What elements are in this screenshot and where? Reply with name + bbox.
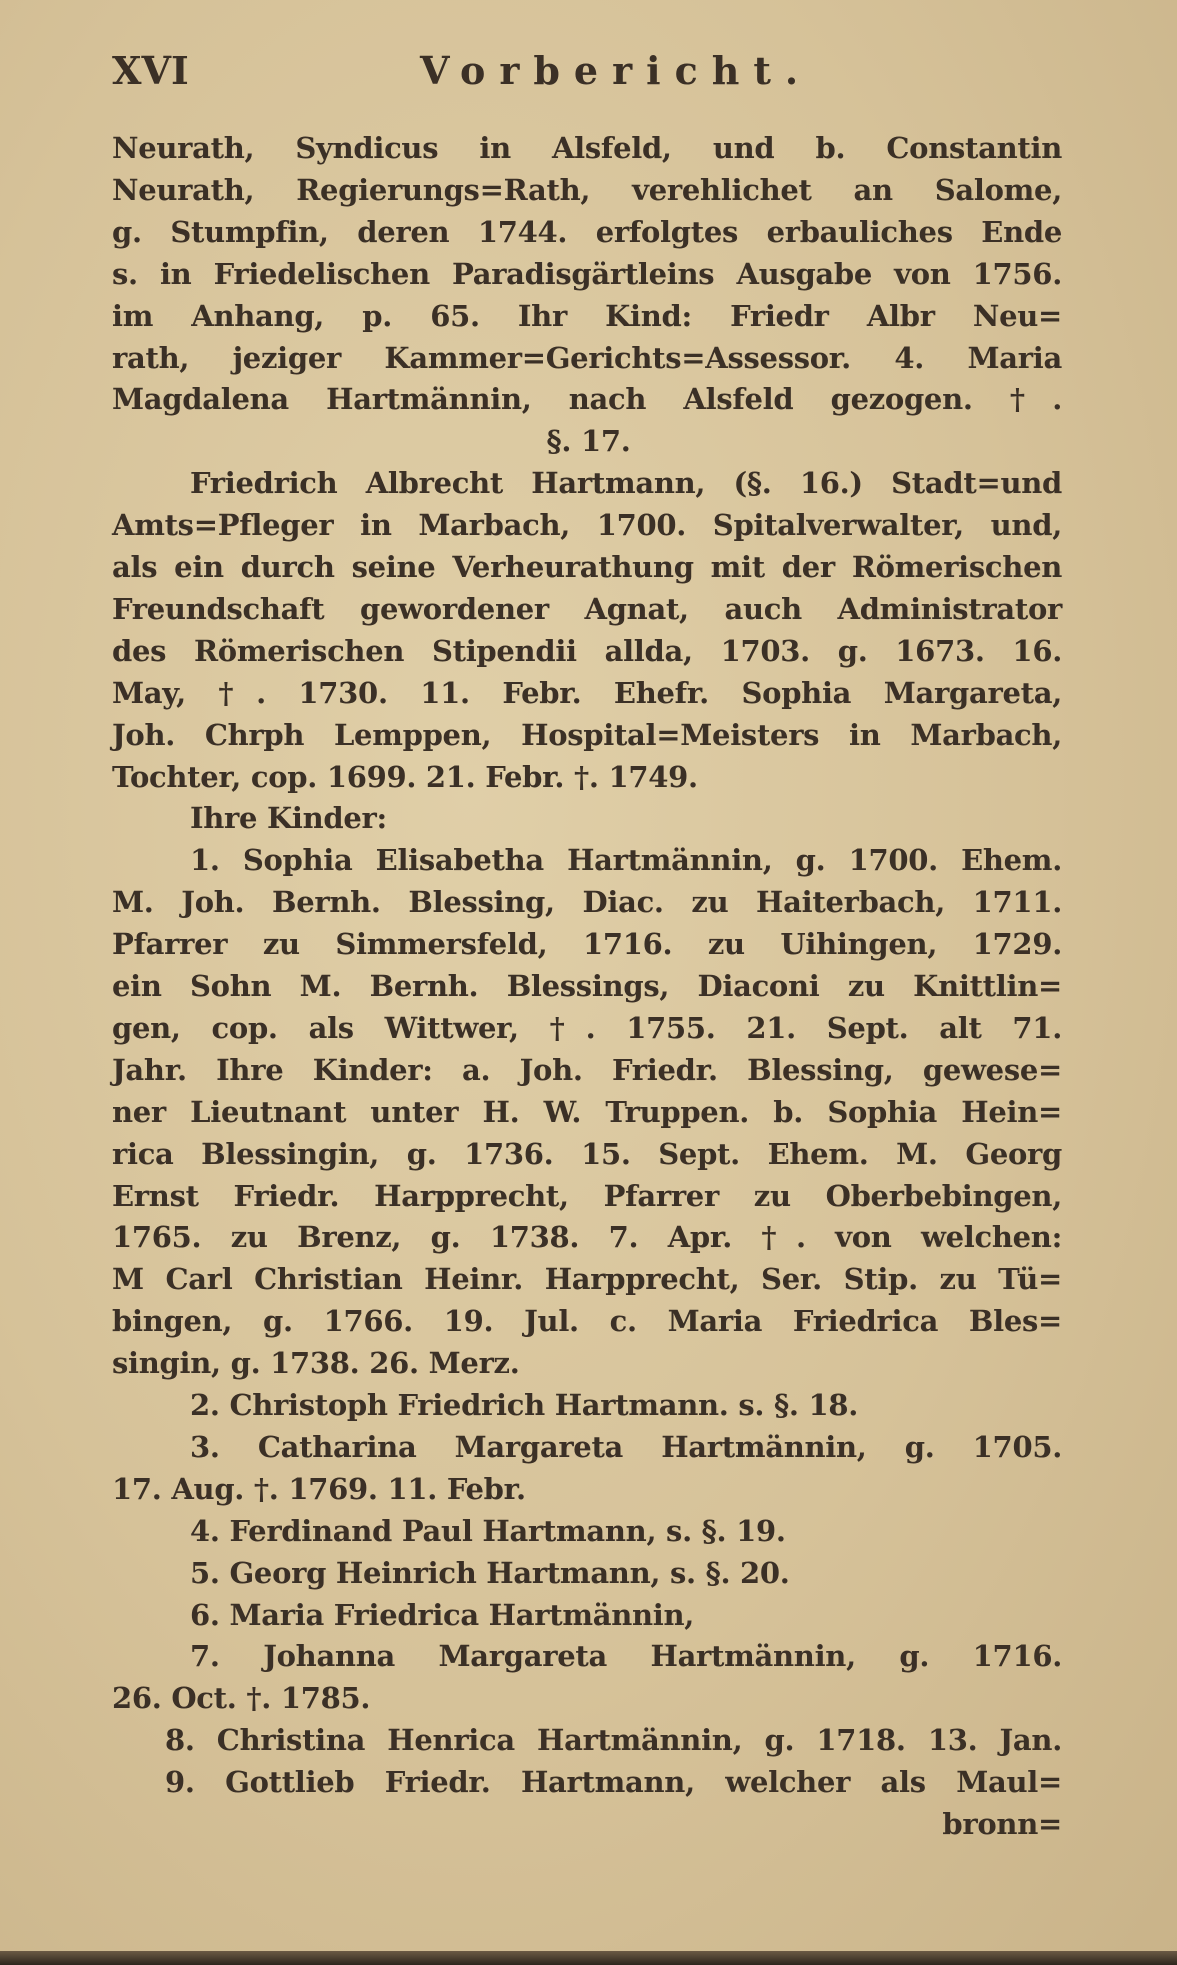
text-line: gen, cop. als Wittwer, †. 1755. 21. Sept. alt 71.: [112, 1010, 1062, 1045]
text-line: Ernst Friedr. Harpprecht, Pfarrer zu Oberbebingen,: [112, 1178, 1062, 1213]
text-line: Tochter, cop. 1699. 21. Febr. †. 1749.: [112, 759, 698, 794]
text-line: 4. Ferdinand Paul Hartmann, s. §. 19.: [190, 1513, 786, 1548]
page-edge-shadow: [0, 1951, 1177, 1965]
text-line: Pfarrer zu Simmersfeld, 1716. zu Uihingen, 1729.: [112, 927, 1062, 962]
text-line: Magdalena Hartmännin, nach Alsfeld gezogen. †.: [112, 382, 1062, 417]
text-line: s. in Friedelischen Paradisgärtleins Ausgabe von 1756.: [112, 256, 1062, 291]
text-line: ner Lieutnant unter H. W. Truppen. b. Sophia Hein=: [112, 1094, 1062, 1129]
text-line: Joh. Chrph Lemppen, Hospital=Meisters in Marbach,: [112, 717, 1062, 752]
text-line: des Römerischen Stipendii allda, 1703. g. 1673. 16.: [112, 633, 1062, 668]
text-line: Neurath, Syndicus in Alsfeld, und b. Constantin: [112, 131, 1062, 165]
text-line: 1765. zu Brenz, g. 1738. 7. Apr. †. von welchen:: [112, 1220, 1062, 1255]
text-line: 9. Gottlieb Friedr. Hartmann, welcher als Maul=: [165, 1765, 1062, 1800]
page-number: XVI: [112, 48, 189, 93]
text-line: 5. Georg Heinrich Hartmann, s. §. 20.: [190, 1555, 790, 1590]
text-line: M Carl Christian Heinr. Harpprecht, Ser. Stip. zu Tü=: [112, 1262, 1062, 1297]
running-title: Vorbericht.: [420, 48, 813, 93]
text-line: singin, g. 1738. 26. Merz.: [112, 1346, 520, 1381]
text-line: May, †. 1730. 11. Febr. Ehefr. Sophia Margareta,: [112, 675, 1062, 710]
text-line: Freundschaft gewordener Agnat, auch Administrator: [112, 591, 1062, 626]
text-line: 7. Johanna Margareta Hartmännin, g. 1716.: [190, 1639, 1062, 1674]
text-line: als ein durch seine Verheurathung mit der Römerischen: [112, 550, 1062, 584]
text-line: ein Sohn M. Bernh. Blessings, Diaconi zu Knittlin=: [112, 969, 1062, 1003]
text-line: Amts=Pfleger in Marbach, 1700. Spitalverwalter, und,: [112, 508, 1062, 543]
text-line: Friedrich Albrecht Hartmann, (§. 16.) Stadt=und: [190, 466, 1062, 501]
section-heading: §. 17.: [546, 424, 631, 459]
text-line: 2. Christoph Friedrich Hartmann. s. §. 18.: [190, 1388, 859, 1422]
text-line: 17. Aug. †. 1769. 11. Febr.: [112, 1471, 526, 1506]
text-line: bronn=: [942, 1807, 1062, 1841]
text-line: Ihre Kinder:: [190, 801, 387, 836]
text-line: 26. Oct. †. 1785.: [112, 1681, 371, 1716]
text-line: rica Blessingin, g. 1736. 15. Sept. Ehem. M. Georg: [112, 1136, 1062, 1171]
text-line: 6. Maria Friedrica Hartmännin,: [190, 1597, 695, 1632]
text-line: Jahr. Ihre Kinder: a. Joh. Friedr. Blessing, gewese=: [112, 1052, 1062, 1087]
text-line: g. Stumpfin, deren 1744. erfolgtes erbauliches Ende: [112, 214, 1062, 249]
text-line: bingen, g. 1766. 19. Jul. c. Maria Friedrica Bles=: [112, 1304, 1062, 1339]
text-line: im Anhang, p. 65. Ihr Kind: Friedr Albr Neu=: [112, 298, 1062, 333]
text-line: rath, jeziger Kammer=Gerichts=Assessor. 4. Maria: [112, 340, 1062, 375]
text-line: 3. Catharina Margareta Hartmännin, g. 1705.: [190, 1429, 1062, 1464]
text-line: Neurath, Regierungs=Rath, verehlichet an Salome,: [112, 172, 1062, 207]
text-line: 1. Sophia Elisabetha Hartmännin, g. 1700. Ehem.: [190, 843, 1062, 878]
text-line: M. Joh. Bernh. Blessing, Diac. zu Haiterbach, 1711.: [112, 885, 1062, 920]
text-line: 8. Christina Henrica Hartmännin, g. 1718. 13. Jan.: [165, 1723, 1062, 1758]
